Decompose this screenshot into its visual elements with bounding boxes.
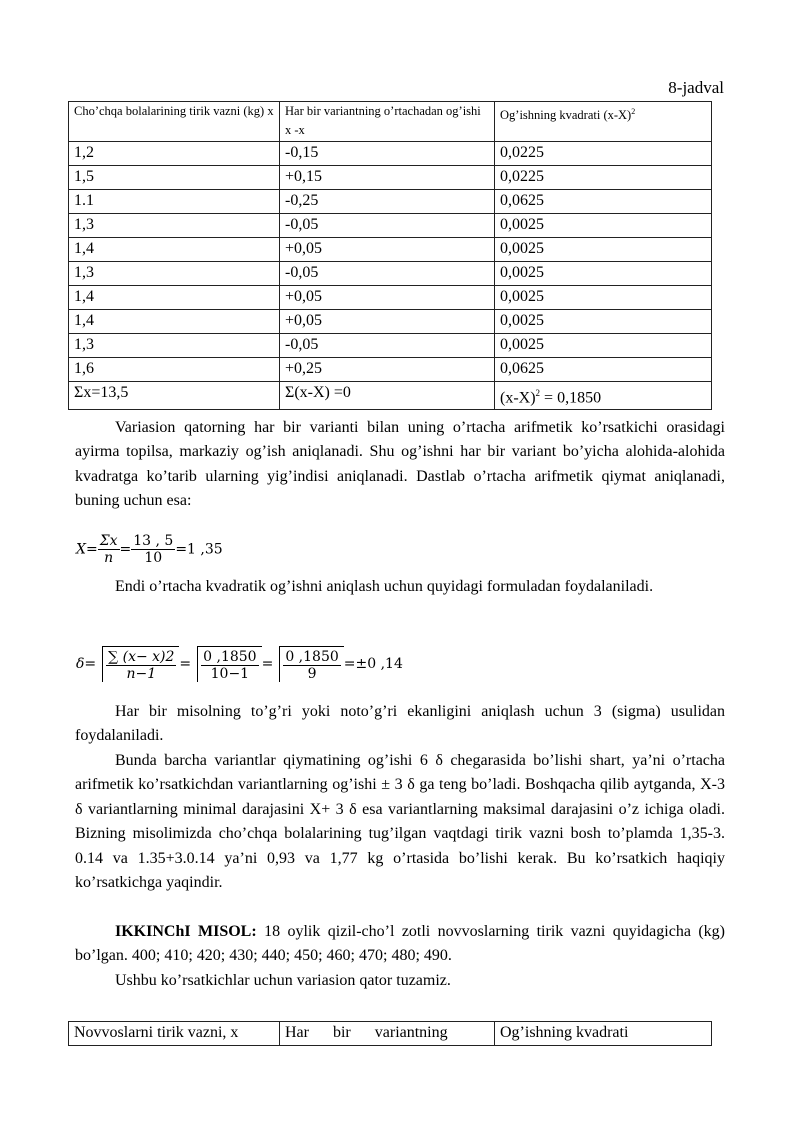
table-row [69,214,712,238]
numerator: Σx [99,533,118,549]
formula-lhs: δ= [76,656,97,672]
table-cell: -0,05 [280,214,495,238]
sqrt [197,646,261,682]
table-cell: -0,05 [280,262,495,286]
table-header-row [69,102,712,142]
table-cell: 1,3 [69,262,280,286]
table-row [69,358,712,382]
fraction [131,533,175,566]
example-heading: IKKINChI MISOL: [115,923,257,940]
denominator: n [104,550,114,566]
table-cell: -0,05 [280,334,495,358]
table-row [69,310,712,334]
table-cell: 1,6 [69,358,280,382]
numerator: 0 ,1850 [285,649,339,665]
table-header-row [69,1022,712,1046]
table-cell: 0,0025 [495,262,712,286]
header-cell [495,102,712,142]
header-cell: Novvoslarni tirik vazni, x [69,1022,280,1046]
data-table-2 [68,1021,712,1046]
table-cell: 1,2 [69,142,280,166]
denominator: 10−1 [210,666,250,682]
paragraph-5 [75,920,725,969]
total-cell [495,382,712,410]
numerator: ∑ (x− x)2 [108,649,175,665]
table-cell: 1,4 [69,310,280,334]
header-cell: Har bir variantning [280,1022,495,1046]
formula-result: =±0 ,14 [343,656,403,672]
table-cell: 1,5 [69,166,280,190]
table-cell: 0,0025 [495,286,712,310]
paragraph-3: Har bir misolning to’g’ri yoki noto’g’ri ekanligini aniqlash uchun 3 (sigma) usulidan foydalaniladi. [75,703,725,745]
data-table [68,101,712,410]
paragraph-4: Bunda barcha variantlar qiymatining og’ishi 6 δ chegarasida bo’lishi shart, ya’ni o’rtacha arifmetik ko’rsatkichdan variantlarning og’ishi ± 3 δ ga teng bo’ladi. Boshqacha qilib aytganda, X-3 δ variantlarning minimal darajasini X+ 3 δ esa variantlarning maksimal darajasini o’z ichiga oladi. Bizning misolimizda cho’chqa bolalarining tug’ilgan vaqtdagi tirik vazni bosh to’plamda 1,35-3. 0.14 va 1.35+3.0.14 ya’ni 0,93 va 1,77 kg o’rtasida bo’lishi kerak. Bu ko’rsatkich haqiqiy ko’rsatkichga yaqindir. [75,752,725,892]
header-cell: Cho’chqa bolalarining tirik vazni (kg) x [69,102,280,142]
table-cell: 1,3 [69,334,280,358]
total-text: (x-X) [500,389,536,407]
header-cell: Og’ishning kvadrati [495,1022,712,1046]
table-cell: 1,4 [69,238,280,262]
formula-sigma: δ= $\frac{\sum (x- x)2}{n-1}$ = $\frac{0 ,1850}{10-1}$ = $\frac{0 ,1850}{9}$ =±0 ,14 [76,646,403,682]
formula-mean [76,533,223,566]
totals-row [69,382,712,410]
numerator: 0 ,1850 [203,649,257,665]
fraction [201,649,258,682]
table-cell: 0,0025 [495,238,712,262]
example-text: 18 oylik qizil-cho’l zotli novvoslarning tirik vazni quyidagicha (kg) bo’lgan. 400; 410; 420; 430; 440; 450; 460; 470; 480; 490. [75,923,725,965]
fraction [98,533,120,566]
formula-eq: = [85,541,98,558]
table-cell: 0,0625 [495,190,712,214]
fraction [106,649,176,682]
formula-eq: = [119,541,132,558]
fraction [283,649,340,682]
table-row [69,238,712,262]
table-cell: +0,25 [280,358,495,382]
table-cell: 0,0025 [495,334,712,358]
header-cell: Har bir variantning o’rtachadan og’ishi x -x [280,102,495,142]
paragraph-1: Variasion qatorning har bir varianti bilan uning o’rtacha arifmetik ko’rsatkichi orasidagi ayirma topilsa, markaziy og’ish aniqlanadi. Shu og’ishni har bir variant bo’yicha alohida-alohida kvadratga ko’tarib ularning yig’indisi aniqlanadi. Dastlab o’rtacha arifmetik qiymat aniqlanadi, buning uchun esa: [75,419,725,510]
paragraph-6: Ushbu ko’rsatkichlar uchun variasion qator tuzamiz. [115,972,451,989]
table-cell: -0,25 [280,190,495,214]
table-cell: 0,0225 [495,142,712,166]
table-cell: 0,0025 [495,214,712,238]
table-row [69,166,712,190]
formula-result: =1 ,35 [175,541,223,558]
table-cell: 0,0225 [495,166,712,190]
denominator: 10 [144,550,163,566]
table-cell: +0,05 [280,286,495,310]
total-cell: Σ(x-X) =0 [280,382,495,410]
table-cell: 1,4 [69,286,280,310]
numerator: 13 , 5 [133,533,174,549]
header-text: Og’ishning kvadrati (x-X) [500,108,632,123]
paragraph-2: Endi o’rtacha kvadratik og’ishni aniqlash uchun quyidagi formuladan foydalaniladi. [115,578,654,595]
formula-lhs: X [76,541,86,558]
table-row [69,334,712,358]
table-row [69,262,712,286]
total-cell: Σx=13,5 [69,382,280,410]
table-row [69,190,712,214]
denominator: n−1 [126,666,157,682]
table-cell: 1,3 [69,214,280,238]
table-cell: +0,05 [280,238,495,262]
sqrt [279,646,343,682]
table-cell: +0,05 [280,310,495,334]
table-cell: 1.1 [69,190,280,214]
table-cell: 0,0625 [495,358,712,382]
superscript: 2 [535,388,541,398]
table-row [69,142,712,166]
sqrt [102,646,179,682]
superscript: 2 [631,107,636,116]
total-text: = 0,1850 [540,389,602,407]
table-cell: +0,15 [280,166,495,190]
table-cell: 0,0025 [495,310,712,334]
table-label: 8-jadval [668,78,724,97]
table-row [69,286,712,310]
table-cell: -0,15 [280,142,495,166]
denominator: 9 [307,666,317,682]
